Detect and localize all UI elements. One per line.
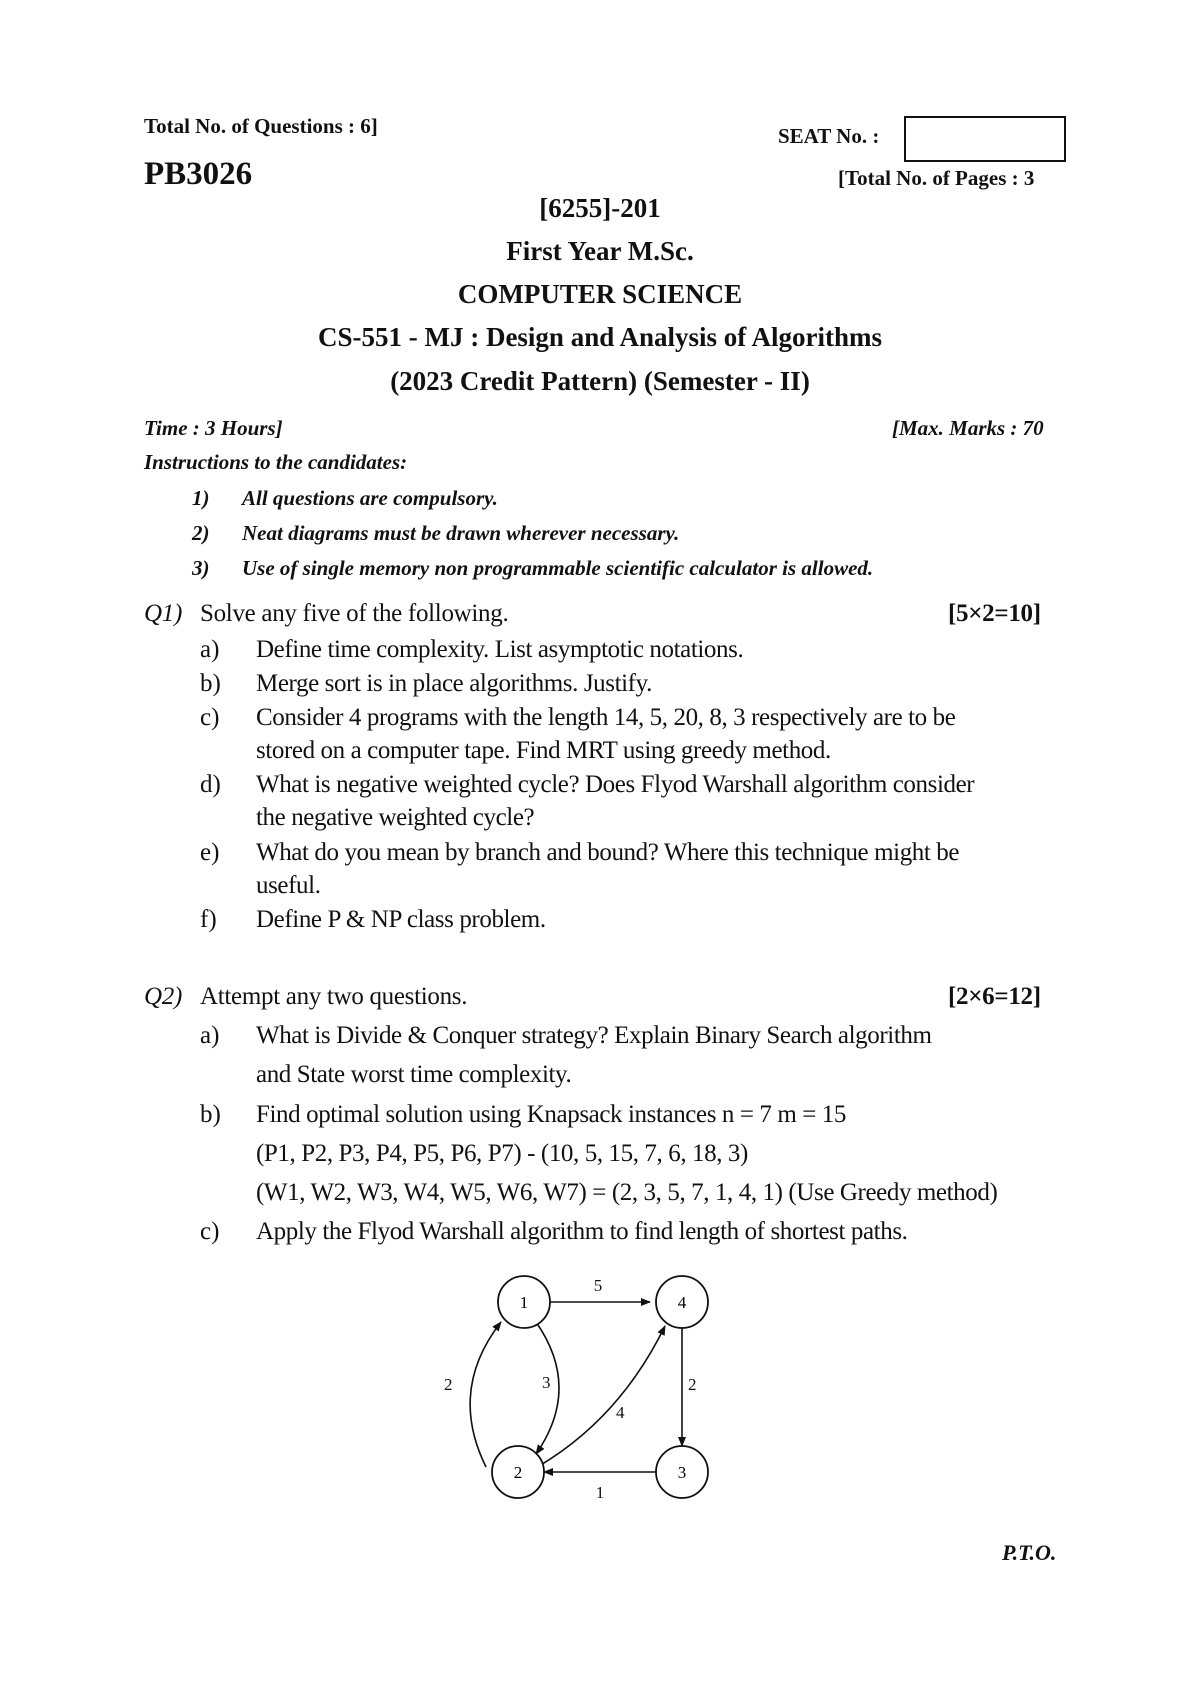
item-text: (W1, W2, W3, W4, W5, W6, W7) = (2, 3, 5, 7, 1, 4, 1) (Use Greedy method) [256,1179,998,1206]
graph-nodes [492,1276,708,1498]
instruction-number: 2) [192,521,210,545]
exam-code: [6255]-201 [539,193,661,223]
item-text: Merge sort is in place algorithms. Justify. [256,670,652,697]
item-text: (P1, P2, P3, P4, P5, P6, P7) - (10, 5, 15, 7, 6, 18, 3) [256,1140,748,1167]
instruction-text: Use of single memory non programmable scientific calculator is allowed. [242,556,874,580]
weight-label-4-3: 2 [688,1375,697,1394]
graph-node-2 [492,1446,544,1498]
item-text: useful. [256,872,321,899]
seat-number-box[interactable] [904,116,1066,162]
item-letter: d) [200,771,221,798]
item-text: and State worst time complexity. [256,1061,572,1088]
q1-label: Q1) [144,600,182,627]
course-title: CS-551 - MJ : Design and Analysis of Algorithms [317,322,883,352]
max-marks: [Max. Marks : 70 [892,416,1044,440]
graph-node-1 [498,1276,550,1328]
node-label: 1 [519,1293,529,1312]
pattern-title: (2023 Credit Pattern) (Semester - II) [390,366,810,396]
total-questions: Total No. of Questions : 6] [144,114,378,138]
subject-title: COMPUTER SCIENCE [457,279,743,309]
item-letter: a) [200,636,220,663]
time-label: Time : 3 Hours] [144,416,283,440]
q1-prompt: Solve any five of the following. [200,600,509,627]
item-text: Find optimal solution using Knapsack instances n = 7 m = 15 [256,1101,846,1128]
item-text: stored on a computer tape. Find MRT using greedy method. [256,737,831,764]
item-text: What do you mean by branch and bound? Where this technique might be [256,839,960,866]
item-text: Consider 4 programs with the length 14, 5, 20, 8, 3 respectively are to be [256,704,956,731]
q2-marks: [2×6=12] [948,983,1041,1010]
weight-label-2-4: 4 [616,1403,625,1422]
weight-label-1-4: 5 [593,1276,603,1295]
item-letter: c) [200,704,220,731]
total-pages: [Total No. of Pages : 3 [838,166,1035,190]
edge-2-1 [470,1322,501,1467]
weight-label-1-2: 3 [542,1373,551,1392]
instruction-text: All questions are compulsory. [242,486,498,510]
item-letter: e) [200,839,220,866]
year-title: First Year M.Sc. [506,236,694,266]
node-label: 3 [677,1463,687,1482]
item-text: Define time complexity. List asymptotic notations. [256,636,744,663]
graph-node-3 [656,1446,708,1498]
item-text: Define P & NP class problem. [256,906,546,933]
seat-label: SEAT No. : [778,124,880,148]
paper-code: PB3026 [144,156,253,192]
graph-node-4 [656,1276,708,1328]
item-letter: b) [200,1101,221,1128]
item-letter: f) [200,906,217,933]
weighted-graph-diagram [420,1260,740,1510]
item-letter: a) [200,1022,220,1049]
item-text: What is negative weighted cycle? Does Flyod Warshall algorithm consider [256,771,975,798]
instructions-title: Instructions to the candidates: [144,450,408,474]
node-label: 2 [513,1463,523,1482]
instruction-number: 3) [192,556,210,580]
node-label: 4 [677,1293,687,1312]
item-text: Apply the Flyod Warshall algorithm to find length of shortest paths. [256,1218,908,1245]
item-text: What is Divide & Conquer strategy? Explain Binary Search algorithm [256,1022,932,1049]
item-letter: b) [200,670,221,697]
item-text: the negative weighted cycle? [256,804,535,831]
q2-prompt: Attempt any two questions. [200,983,468,1010]
instruction-text: Neat diagrams must be drawn wherever necessary. [242,521,680,545]
pto-label: P.T.O. [1002,1540,1057,1565]
graph-edges [470,1302,682,1472]
weight-label-3-2: 1 [595,1483,605,1502]
q2-label: Q2) [144,983,182,1010]
weight-label-2-1: 2 [444,1375,453,1394]
item-letter: c) [200,1218,220,1245]
instruction-number: 1) [192,486,210,510]
q1-marks: [5×2=10] [948,600,1041,627]
